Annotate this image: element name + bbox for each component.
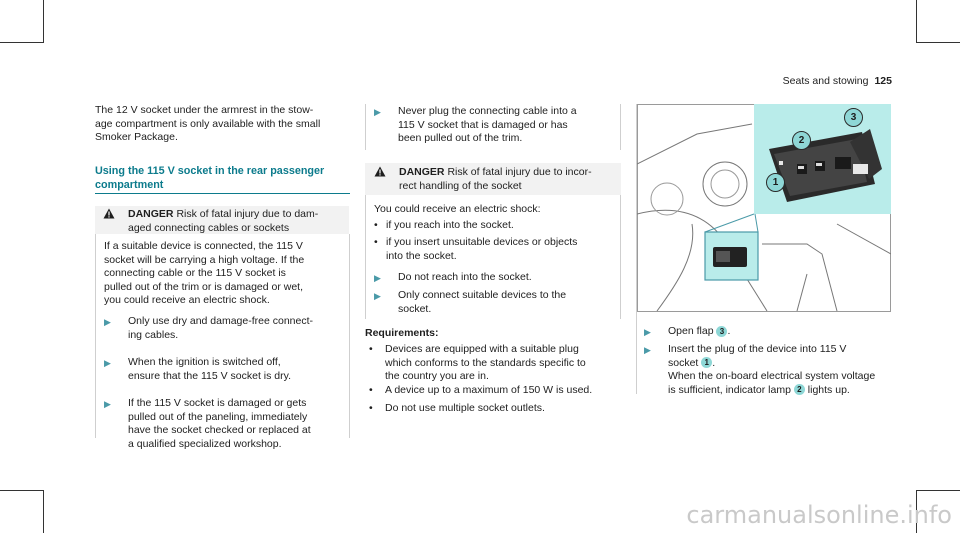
crop-mark xyxy=(916,490,960,491)
danger-title-line2: aged connecting cables or sockets xyxy=(128,221,290,234)
warning-triangle-icon xyxy=(374,166,386,182)
bullet-text: Do not use multiple socket outlets. xyxy=(385,402,545,414)
danger-side-rule xyxy=(620,195,621,319)
list-item xyxy=(369,402,619,416)
step-text: When the on-board electrical system voltage xyxy=(668,370,876,382)
step-arrow-icon: ▶ xyxy=(374,291,381,301)
danger-side-rule xyxy=(365,195,366,319)
step-text: Only use dry and damage-free connect- ing cables. xyxy=(128,315,314,341)
step-arrow-icon: ▶ xyxy=(374,107,381,117)
box-side-rule xyxy=(365,104,366,150)
intro-text: The 12 V socket under the armrest in the stow- age compartment is only available with the small Smoker Package. xyxy=(95,104,321,143)
crop-mark xyxy=(916,0,917,42)
step-text: If the 115 V socket is damaged or gets pulled out of the paneling, immediately have the socket checked or replaced at a qualified specialized workshop. xyxy=(128,397,311,450)
step-arrow-icon: ▶ xyxy=(104,358,111,368)
section-rule xyxy=(95,193,350,194)
callout-2: 2 xyxy=(792,131,811,150)
instruction-step xyxy=(374,105,618,146)
bullet-text: if you insert unsuitable devices or objects into the socket. xyxy=(386,236,578,262)
step-text: Insert the plug of the device into 115 V xyxy=(668,343,847,355)
instruction-step xyxy=(104,397,344,451)
socket-illustration xyxy=(637,104,891,312)
step-text: Open flap xyxy=(668,325,714,337)
instruction-step xyxy=(374,289,614,316)
bullet-icon: • xyxy=(369,343,373,355)
step-arrow-icon: ▶ xyxy=(104,317,111,327)
list-item xyxy=(369,384,619,398)
section-title xyxy=(95,165,350,192)
box-side-rule xyxy=(636,104,637,394)
bullet-icon: • xyxy=(374,236,378,248)
danger-label: DANGER xyxy=(399,166,445,178)
bullet-text: Devices are equipped with a suitable plug which conforms to the standards specific to the country you are in. xyxy=(385,343,586,382)
step-arrow-icon: ▶ xyxy=(644,327,651,337)
danger-title-line1: Risk of fatal injury due to dam- xyxy=(176,208,319,220)
instruction-step xyxy=(104,315,344,342)
bullet-icon: • xyxy=(369,384,373,396)
danger-title-line1: Risk of fatal injury due to incor- xyxy=(447,166,592,178)
bullet-icon: • xyxy=(374,219,378,231)
section-title-line2: compartment xyxy=(95,178,164,191)
crop-mark xyxy=(43,490,44,533)
section-title-line1: Using the 115 V socket in the rear passenger xyxy=(95,165,325,177)
danger-label: DANGER xyxy=(128,208,174,220)
step-text: Do not reach into the socket. xyxy=(398,271,532,283)
callout-1: 1 xyxy=(766,173,785,192)
bullet-icon: • xyxy=(369,402,373,414)
step-text: When the ignition is switched off, ensure that the 115 V socket is dry. xyxy=(128,356,292,382)
warning-triangle-icon xyxy=(103,208,115,224)
list-item xyxy=(369,343,619,384)
crop-mark xyxy=(916,42,960,43)
crop-mark xyxy=(0,490,44,491)
callout-ref-3: 3 xyxy=(716,326,727,337)
list-item xyxy=(374,219,614,233)
bullet-text: A device up to a maximum of 150 W is used. xyxy=(385,384,593,396)
step-text: Only connect suitable devices to the socket. xyxy=(398,289,567,315)
danger-intro: You could receive an electric shock: xyxy=(374,203,541,215)
danger-title-line2: rect handling of the socket xyxy=(399,179,522,192)
box-side-rule xyxy=(620,104,621,150)
instruction-step: ▶ Insert the plug of the device into 115 V socket 1 . When the on-board electrical system voltage is sufficient, indicator lamp 2 lights up. xyxy=(644,343,876,396)
step-arrow-icon: ▶ xyxy=(104,399,111,409)
callout-3: 3 xyxy=(844,108,863,127)
crop-mark xyxy=(43,0,44,42)
page-header xyxy=(783,75,892,87)
danger-side-rule xyxy=(349,234,350,438)
step-text: lights up. xyxy=(807,383,850,396)
danger-heading xyxy=(374,166,619,192)
instruction-step xyxy=(374,271,614,285)
callout-ref-2: 2 xyxy=(794,384,805,395)
callout-ref-1: 1 xyxy=(701,357,712,368)
danger-side-rule xyxy=(95,234,96,438)
requirements-title: Requirements: xyxy=(365,327,439,339)
bullet-text: if you reach into the socket. xyxy=(386,219,514,231)
section-name: Seats and stowing xyxy=(782,75,869,87)
danger-body: If a suitable device is connected, the 115 V socket will be carrying a high voltage. If the connecting cable or the 115 V socket is pulled out of the trim or is damaged or wet, you could receive an electric shock. xyxy=(104,240,305,306)
list-item xyxy=(374,236,614,263)
step-text: socket xyxy=(668,356,699,369)
step-arrow-icon: ▶ xyxy=(374,273,381,283)
danger-heading xyxy=(103,208,348,234)
instruction-step xyxy=(104,356,344,383)
step-text: Never plug the connecting cable into a 115 V socket that is damaged or has been pulled out of the trim. xyxy=(398,105,577,144)
instruction-step: ▶ Open flap 3 . xyxy=(644,325,894,339)
crop-mark xyxy=(0,42,44,43)
step-arrow-icon: ▶ xyxy=(644,345,651,355)
page-number: 125 xyxy=(874,75,892,87)
watermark: carmanualsonline.info xyxy=(686,501,952,529)
step-text: is sufficient, indicator lamp xyxy=(668,383,791,396)
